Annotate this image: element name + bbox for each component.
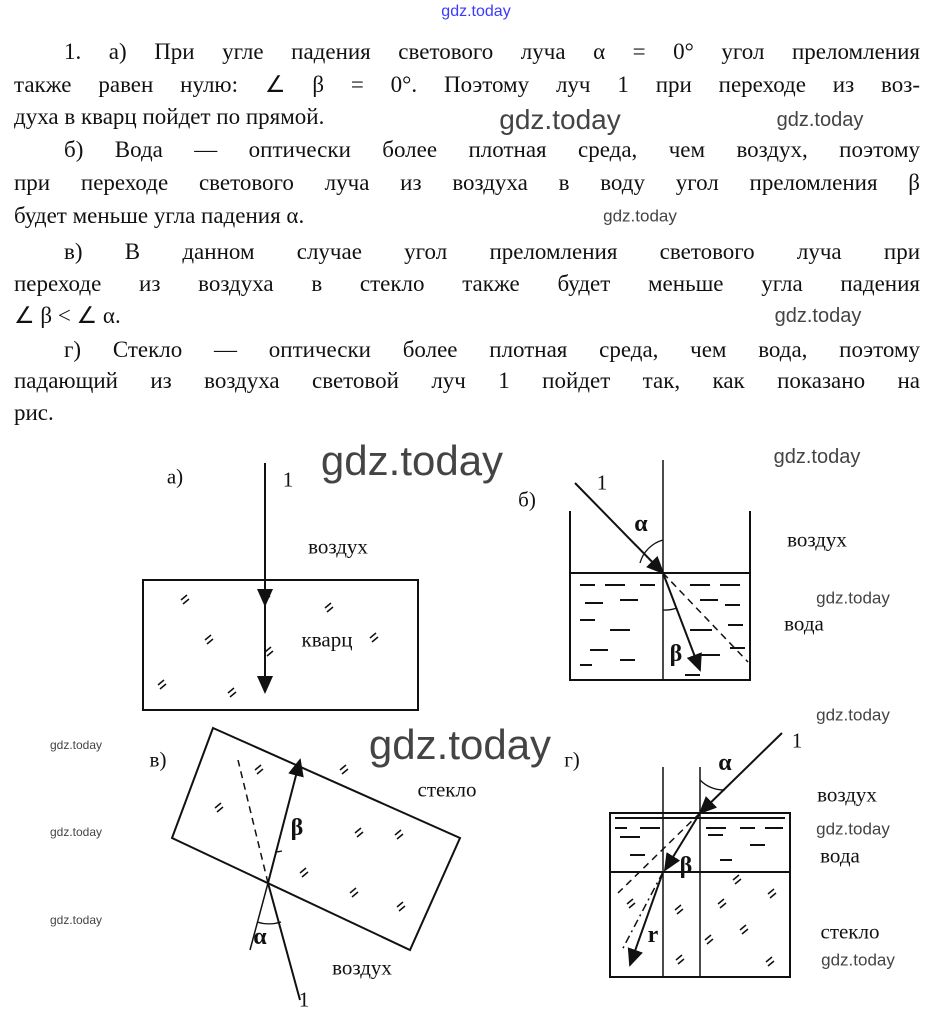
text-line: падающий из воздуха световой луч 1 пойдет так, как показано на [14, 368, 920, 393]
watermark: gdz.today [49, 913, 103, 927]
water-label: вода [784, 611, 824, 636]
quartz-label: кварц [301, 627, 353, 652]
text-line: рис. [14, 400, 54, 425]
figure-a-label: а) [166, 464, 184, 489]
figure-b-label: б) [518, 487, 536, 512]
watermark: gdz.today [368, 721, 552, 768]
text-line: будет меньше угла падения α. [14, 203, 305, 228]
watermark: gdz.today [816, 705, 890, 725]
incident-ray [700, 733, 782, 813]
incident-ray [575, 483, 663, 573]
quartz-block [143, 580, 418, 710]
ray-number: 1 [791, 728, 803, 753]
watermark: gdz.today [49, 825, 103, 839]
ray-number: 1 [596, 470, 608, 495]
refracted-ray-glass [630, 872, 663, 965]
glass-label: стекло [417, 777, 477, 802]
beta-label: β [679, 853, 693, 879]
alpha-label: α [718, 750, 732, 776]
figure-g-label: г) [564, 747, 580, 772]
hatch-marks [627, 875, 776, 966]
beta-label: β [669, 641, 683, 667]
text-line: 1. а) При угле падения светового луча α = 0° угол преломления [64, 39, 920, 64]
gamma-label: r [647, 922, 659, 948]
watermark: gdz.today [603, 206, 677, 226]
watermark: gdz.today [441, 3, 511, 20]
alpha-label: α [253, 924, 267, 950]
watermark: gdz.today [821, 950, 895, 970]
text-line: при переходе светового луча из воздуха в воду угол преломления β [14, 170, 920, 195]
text-line: также равен нулю: ∠ β = 0°. Поэтому луч 1 при переходе из воз- [14, 72, 920, 97]
text-line: духа в кварц пойдет по прямой. [14, 104, 325, 129]
watermark: gdz.today [776, 109, 864, 131]
ray-number: 1 [282, 467, 294, 492]
text-line: г) Стекло — оптически более плотная среда, чем вода, поэтому [64, 337, 920, 362]
hatch-marks [215, 765, 405, 911]
ray-number: 1 [298, 987, 310, 1012]
watermark: gdz.today [499, 104, 621, 135]
figure-v-glass [172, 728, 460, 1000]
watermark: gdz.today [774, 305, 862, 327]
air-label: воздух [332, 955, 392, 980]
glass-label: стекло [820, 919, 880, 944]
vessel [570, 511, 750, 680]
air-label: воздух [787, 527, 847, 552]
text-line: ∠ β < ∠ α. [14, 303, 121, 328]
watermark: gdz.today [816, 588, 890, 608]
beta-label: β [290, 815, 304, 841]
normal-line [238, 760, 268, 883]
figure-v-label: в) [149, 747, 167, 772]
water-label: вода [820, 843, 860, 868]
incident-ray [268, 883, 300, 1000]
watermark: gdz.today [320, 437, 504, 484]
text-line: в) В данном случае угол преломления светового луча при [64, 239, 920, 264]
alpha-label: α [634, 511, 648, 537]
air-label: воздух [308, 534, 368, 559]
text-line: переходе из воздуха в стекло также будет меньше угла падения [14, 271, 920, 296]
text-line: б) Вода — оптически более плотная среда, чем воздух, поэтому [64, 137, 920, 162]
watermark: gdz.today [773, 446, 861, 468]
watermark: gdz.today [49, 738, 103, 752]
air-label: воздух [817, 782, 877, 807]
figure-a-quartz [143, 463, 418, 710]
watermark: gdz.today [816, 819, 890, 839]
figure-g-water-glass [610, 733, 790, 977]
